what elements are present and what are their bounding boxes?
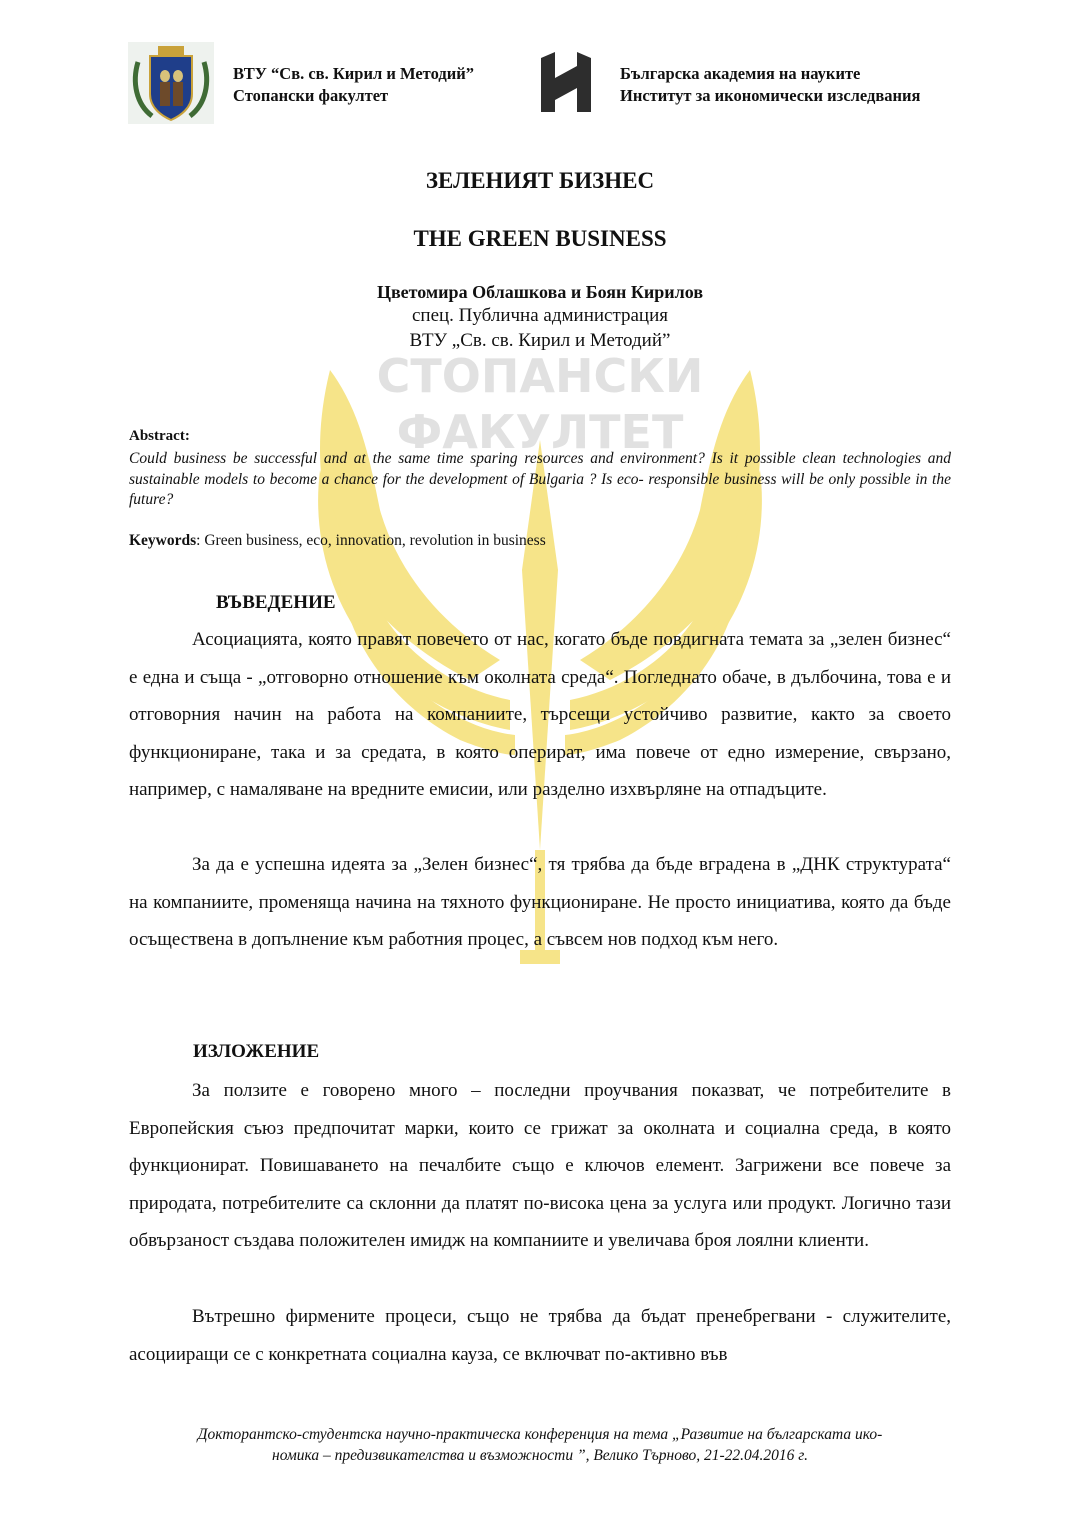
body-heading: ИЗЛОЖЕНИЕ bbox=[193, 1041, 320, 1062]
header-right-line1: Българска академия на науките bbox=[620, 64, 861, 83]
header-left-line2: Стопански факултет bbox=[233, 86, 389, 105]
university-crest-icon bbox=[128, 42, 214, 124]
keywords-label: Keywords bbox=[129, 532, 197, 549]
footer-line2: номика – предизвикателства и възможности ”, Велико Търново, 21-22.04.2016 г. bbox=[272, 1447, 808, 1464]
institute-logo-icon bbox=[537, 48, 595, 115]
title-bg: ЗЕЛЕНИЯТ БИЗНЕС bbox=[425, 168, 655, 193]
institution: ВТУ „Св. св. Кирил и Методий” bbox=[409, 330, 671, 351]
body-paragraph-2: Вътрешно фирмените процеси, също не трябва да бъдат пренебрегвани - служителите, асоцииращи се с конкретната социална кауза, се включват по-активно във bbox=[129, 1306, 951, 1365]
header-right-line2: Институт за икономически изследвания bbox=[620, 86, 921, 105]
watermark-line2: ФАКУЛТЕТ bbox=[396, 405, 684, 459]
intro-heading: ВЪВЕДЕНИЕ bbox=[216, 592, 336, 613]
intro-paragraph-2: За да е успешна идеята за „Зелен бизнес“, тя трябва да бъде вградена в „ДНК структурата“ на компаниите, променяща начина на тяхното функциониране. Не просто инициатива, която да бъде осъществена в допълнение към работния процес, а съвсем нов подход към него. bbox=[129, 854, 951, 950]
specialty: спец. Публична администрация bbox=[411, 305, 669, 326]
abstract-text: Could business be successful and at the same time sparing resources and environment? Is it possible clean technologies and sustainable models to become a chance for the development of Bulgaria ? Is eco- responsible business will be only possible in the future? bbox=[129, 450, 951, 508]
title-en: THE GREEN BUSINESS bbox=[413, 226, 667, 251]
keywords-text: : Green business, eco, innovation, revolution in business bbox=[196, 532, 546, 549]
body-paragraph-1: За ползите е говорено много – последни проучвания показват, че потребителите в Европейския съюз предпочитат марки, които се грижат за околната и социална среда, в която функционират. Повишаването на печалбите също е ключов елемент. Загрижени все повече за природата, потребителите са склонни да платят по-висока цена за услуга или продукт. Логично тази обвързаност създава положителен имидж на компаниите и увеличава броя лоялни клиенти. bbox=[129, 1080, 951, 1251]
footer bbox=[110, 1424, 970, 1466]
watermark-line1: СТОПАНСКИ bbox=[376, 349, 704, 403]
intro-paragraph-1: Асоциацията, която правят повечето от нас, когато бъде повдигната темата за „зелен бизнес“ е една и съща - „отговорно отношение към околната среда“. Погледнато обаче, в дълбочина, това е и отговорния начин на работа на компаниите, търсещи устойчиво развитие, както за своето функциониране, така и за средата, в която оперират, има повече от едно измерение, свързано, например, с намаляване на вредните емисии, или разделно изхвърляне на отпадъците. bbox=[129, 629, 951, 800]
footer-line1: Докторантско-студентска научно-практическа конференция на тема „Развитие на българската ико- bbox=[197, 1426, 883, 1443]
abstract-label: Abstract: bbox=[129, 428, 190, 444]
header-left-line1: ВТУ “Св. св. Кирил и Методий” bbox=[233, 64, 474, 83]
authors: Цветомира Облашкова и Боян Кирилов bbox=[376, 282, 704, 302]
keywords bbox=[129, 532, 546, 550]
